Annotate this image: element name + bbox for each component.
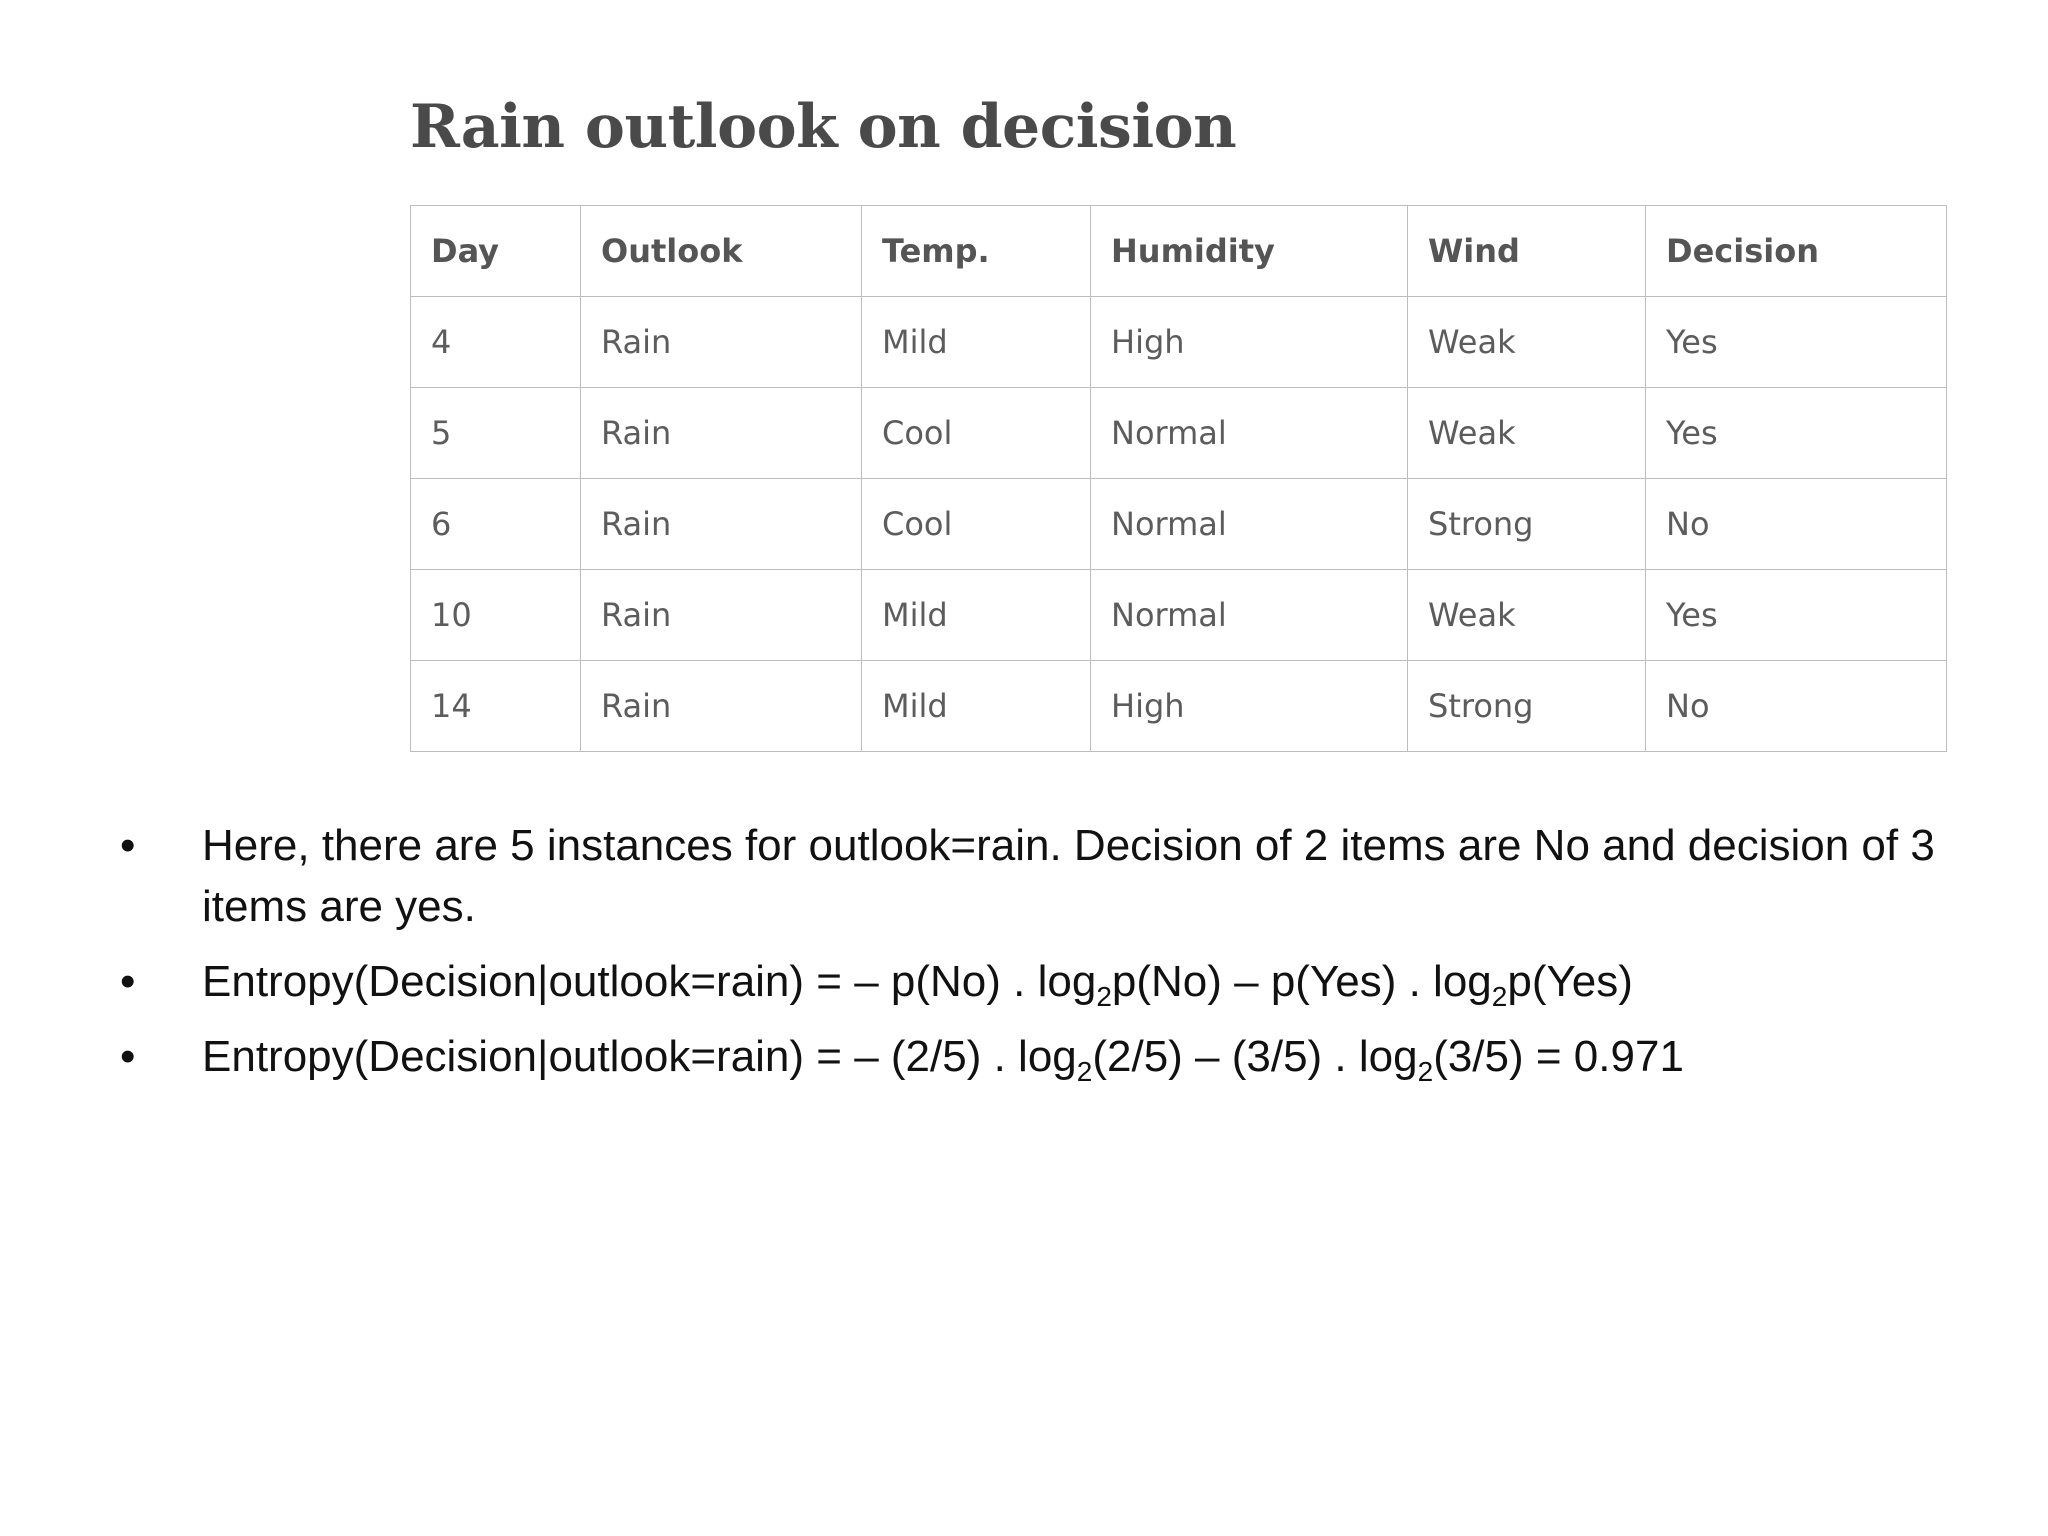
cell-day: 14 [411,661,581,752]
table-row [411,388,1947,479]
bullet-item [120,951,2000,1012]
cell-temp: Mild [862,297,1091,388]
formula-part: p(No) – p(Yes) . log [1111,957,1492,1006]
log-base-subscript: 2 [1096,981,1112,1012]
cell-decision: No [1646,479,1947,570]
cell-temp: Mild [862,570,1091,661]
header-decision: Decision [1646,206,1947,297]
bullet-marker: • [120,1032,136,1081]
cell-temp: Cool [862,388,1091,479]
cell-humidity: High [1091,661,1408,752]
formula-part: (3/5) = 0.971 [1433,1032,1684,1081]
log-base-subscript: 2 [1491,981,1508,1012]
bullet-marker: • [120,821,136,870]
bullet-marker: • [120,957,136,1006]
header-wind: Wind [1408,206,1646,297]
bullet-item [120,1026,2000,1087]
cell-wind: Weak [1408,297,1646,388]
slide-title: Rain outlook on decision [410,92,1237,162]
data-table [410,205,1947,752]
formula-part: (2/5) – (3/5) . log [1092,1032,1418,1081]
cell-day: 6 [411,479,581,570]
cell-outlook: Rain [581,661,862,752]
table-header-row [411,206,1947,297]
cell-wind: Weak [1408,388,1646,479]
header-humidity: Humidity [1091,206,1408,297]
log-base-subscript: 2 [1076,1056,1093,1087]
formula-part: Entropy(Decision|outlook=rain) = – p(No) . log [202,957,1097,1006]
formula-part: p(Yes) [1507,957,1633,1006]
bullet-text: Here, there are 5 instances for outlook=rain. Decision of 2 items are No and decision of 3 items are yes. [202,821,1935,931]
table-row [411,479,1947,570]
bullet-item [120,815,2000,937]
cell-temp: Mild [862,661,1091,752]
cell-decision: Yes [1646,388,1947,479]
table-row [411,297,1947,388]
header-day: Day [411,206,581,297]
table-row [411,661,1947,752]
cell-decision: Yes [1646,570,1947,661]
cell-wind: Weak [1408,570,1646,661]
formula-part: Entropy(Decision|outlook=rain) = – (2/5) . log [202,1032,1077,1081]
cell-humidity: Normal [1091,479,1408,570]
cell-humidity: High [1091,297,1408,388]
cell-decision: No [1646,661,1947,752]
bullet-list [120,815,2000,1101]
cell-day: 4 [411,297,581,388]
cell-outlook: Rain [581,479,862,570]
header-outlook: Outlook [581,206,862,297]
cell-decision: Yes [1646,297,1947,388]
cell-day: 5 [411,388,581,479]
cell-temp: Cool [862,479,1091,570]
cell-humidity: Normal [1091,570,1408,661]
cell-wind: Strong [1408,661,1646,752]
cell-day: 10 [411,570,581,661]
cell-humidity: Normal [1091,388,1408,479]
cell-outlook: Rain [581,297,862,388]
cell-outlook: Rain [581,388,862,479]
cell-wind: Strong [1408,479,1646,570]
log-base-subscript: 2 [1417,1056,1434,1087]
header-temp: Temp. [862,206,1091,297]
cell-outlook: Rain [581,570,862,661]
table-row [411,570,1947,661]
